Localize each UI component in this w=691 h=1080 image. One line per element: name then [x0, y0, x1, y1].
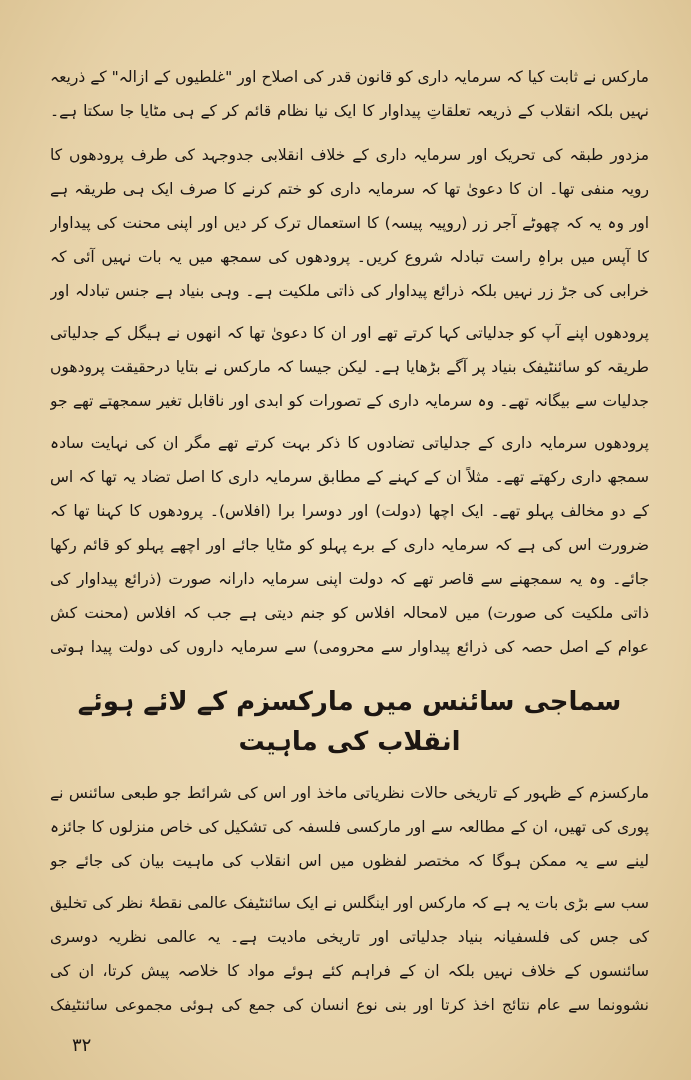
paragraph-4: پرودھوں سرمایہ داری کے جدلیاتی تضادوں کا ذکر بہت کرتے تھے مگر ان کی نہایت سادہ سمجھ داری رکھتے تھے۔ مثلاً ان کے کہنے کے مطابق سرمایہ داری کا اصل تضاد یہ تھا کہ اس کے دو مخالف پہلو تھے۔ ایک اچھا (دولت) اور دوسرا برا (افلاس)۔ پرودھوں کا کہنا تھا کہ ضرورت اس کی ہے کہ سرمایہ داری کے برے پہلو کو مٹایا جائے اور اچھے پہلو کو قائم رکھا جائے۔ وہ یہ سمجھنے سے قاصر تھے کہ دولت اپنی سرمایہ دارانہ صورت (ذرائع پیداوار کی ذاتی ملکیت کی صورت) میں لامحالہ افلاس کو جنم دیتی ہے جب کہ افلاس (محنت کش عوام کے اصل حصہ کی ذرائع پیداوار سے محرومی) سے سرمایہ داروں کی دولت پیدا ہوتی [50, 434, 649, 656]
paragraph-3: پرودھوں اپنے آپ کو جدلیاتی کہا کرتے تھے اور ان کا دعویٰ تھا کہ انھوں نے ہیگل کے جدلیاتی طریقہ کو سائنٹیفک بنیاد پر آگے بڑھایا ہے۔ لیکن جیسا کہ مارکس نے بتایا درحقیقت پرودھوں جدلیات سے بیگانہ تھے۔ وہ سرمایہ داری کے تصورات کو ابدی اور ناقابل تغیر سمجھتے تھے جو [50, 324, 649, 410]
page-number: ۳۲ [72, 1035, 92, 1056]
paragraph-5: مارکسزم کے ظہور کے تاریخی حالات نظریاتی ماخذ اور اس کی شرائط جو طبعی سائنس نے پوری کی تھیں، ان کے مطالعہ سے اور مارکسی فلسفہ کی تشکیل کی خاص منزلوں کا جائزہ لینے سے یہ ممکن ہوگا کہ مختصر لفظوں میں اس انقلاب کی ماہیت بیان کی جائے جو [50, 784, 649, 870]
paragraph-1: مارکس نے ثابت کیا کہ سرمایہ داری کو قانون قدر کی اصلاح اور "غلطیوں کے ازالہ" کے ذریعہ نہیں بلکہ انقلاب کے ذریعہ تعلقاتِ پیداوار کا ایک نیا نظام قائم کر کے ہی مٹایا جا سکتا ہے۔ [50, 68, 649, 120]
paragraph-2: مزدور طبقہ کی تحریک اور سرمایہ داری کے خلاف انقلابی جدوجہد کی طرف پرودھوں کا رویہ منفی تھا۔ ان کا دعویٰ تھا کہ سرمایہ داری کو ختم کرنے کا صرف ایک ہی طریقہ ہے اور وہ یہ کہ چھوٹے آجر زر (روپیہ پیسہ) کا استعمال ترک کر دیں اور اپنی محنت کی پیداوار کا آپس میں براہِ راست تبادلہ شروع کریں۔ پرودھوں کی سمجھ میں یہ بات نہیں آئی کہ خرابی کی جڑ زر نہیں بلکہ ذرائع پیداوار کی ذاتی ملکیت ہے۔ وہی بنیاد ہے جنس تبادلہ اور [50, 146, 649, 300]
section-heading: سماجی سائنس میں مارکسزم کے لائے ہوئے انقلاب کی ماہیت [77, 687, 622, 757]
paragraph-6: سب سے بڑی بات یہ ہے کہ مارکس اور اینگلس نے ایک سائنٹیفک عالمی نقطۂ نظر کی تخلیق کی جس کی فلسفیانہ بنیاد جدلیاتی اور تاریخی مادیت ہے۔ یہ عالمی نظریہ دوسری سائنسوں کے خلاف نہیں بلکہ ان کے فراہم کئے ہوئے مواد کا خلاصہ پیش کرتا، ان کی نشوونما سے عام نتائج اخذ کرتا اور بنی نوع انسان کی جمع کی ہوئی مجموعی سائنٹیفک [50, 894, 649, 1014]
